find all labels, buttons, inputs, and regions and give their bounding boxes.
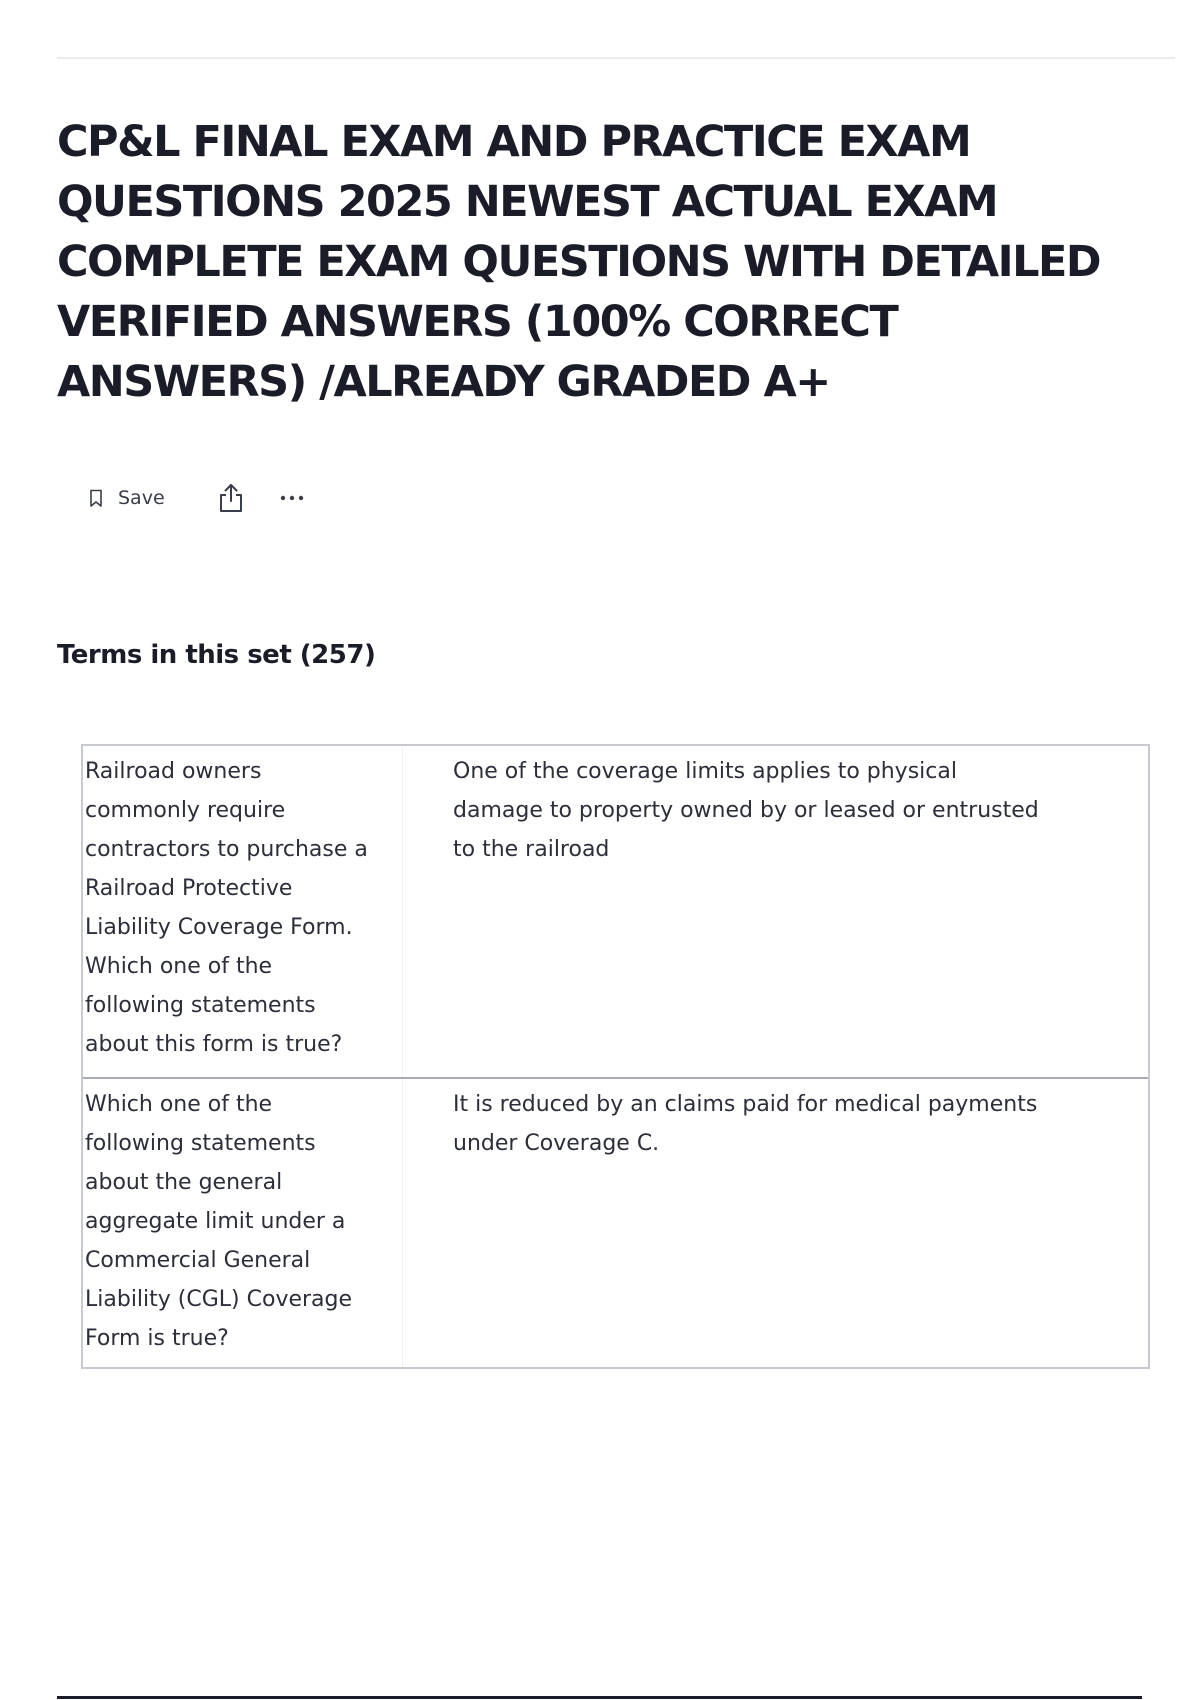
definition-text: One of the coverage limits applies to physical damage to property owned by or leased or entrusted to the railroad: [453, 759, 1039, 862]
term-row: [83, 746, 1148, 1077]
action-bar: [86, 480, 307, 516]
top-divider: [57, 57, 1175, 59]
terms-table: [81, 744, 1150, 1369]
more-options-icon: [277, 488, 307, 508]
term-text: Railroad owners commonly require contractors to purchase a Railroad Protective Liability Coverage Form. Which one of the following statements about this form is true?: [83, 746, 403, 1077]
share-button[interactable]: [217, 482, 245, 514]
save-label: Save: [118, 487, 165, 509]
bookmark-icon: [86, 488, 106, 508]
term-row: [83, 1077, 1148, 1367]
share-icon: [217, 482, 245, 514]
term-text: Which one of the following statements about the general aggregate limit under a Commercial General Liability (CGL) Coverage Form is true?: [83, 1079, 403, 1367]
definition-text: It is reduced by an claims paid for medical payments under Coverage C.: [453, 1092, 1038, 1156]
page-title: CP&L FINAL EXAM AND PRACTICE EXAM QUESTIONS 2025 NEWEST ACTUAL EXAM COMPLETE EXAM QUESTIONS WITH DETAILED VERIFIED ANSWERS (100% CORRECT ANSWERS) /ALREADY GRADED A+: [57, 117, 1101, 407]
save-button[interactable]: [86, 487, 165, 509]
terms-count-heading: Terms in this set (257): [57, 640, 376, 670]
bottom-divider: [57, 1696, 1142, 1699]
more-options-button[interactable]: [277, 488, 307, 508]
